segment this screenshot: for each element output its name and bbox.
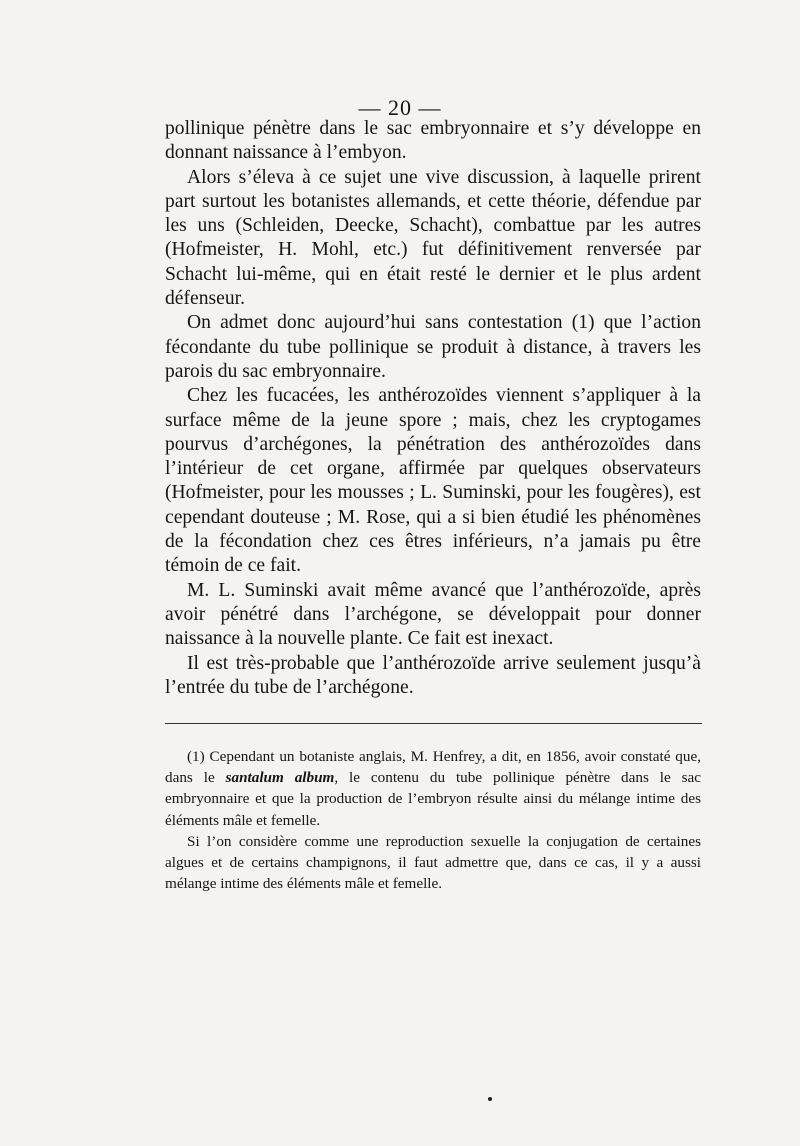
footnote-1-species: santalum album [225, 769, 335, 787]
footnote-1-text-end: , le contenu du tube pollinique pénètre dans le sac embryonnaire et que la production de l’embryon résulte ainsi du mélange intime des éléments mâle et femelle. [165, 769, 701, 829]
page-number: — 20 — [358, 95, 442, 120]
paragraph-continuation: pollinique pénètre dans le sac embryonnaire et s’y développe en donnant naissance à l’embyon. [165, 118, 701, 164]
paragraph-fucacees: Chez les fucacées, les anthérozoïdes viennent s’appliquer à la surface même de la jeune spore ; mais, chez les cryptogames pourvus d’archégones, la pénétration des anthérozoïdes dans l’intérieur de cet organe, affirmée par quelques observateurs (Hofmeister, pour les mousses ; L. Suminski, pour les fougères), est cependant douteuse ; M. Rose, qui a si bien étudié les phénomènes de la fécondation chez ces êtres inférieurs, n’a jamais pu être témoin de ce fait. [165, 385, 701, 577]
paragraph-archegone: Il est très-probable que l’anthérozoïde arrive seulement jusqu’à l’entrée du tube de l’archégone. [165, 652, 701, 698]
paragraph-discussion: Alors s’éleva à ce sujet une vive discussion, à laquelle prirent part surtout les botanistes allemands, et cette théorie, défendue par les uns (Schleiden, Deecke, Schacht), combattue par les autres (Hofmeister, H. Mohl, etc.) fut définitivement renversée par Schacht lui-même, qui en était resté le dernier et le plus ardent défenseur. [165, 166, 701, 310]
footnote-separator [165, 723, 702, 724]
paragraph-fecondation-distance: On admet donc aujourd’hui sans contestation (1) que l’action fécondante du tube pollinique se produit à distance, à travers les parois du sac embryonnaire. [165, 312, 701, 382]
footnote-1 [165, 746, 701, 831]
body-text [165, 117, 701, 700]
footnote-2: Si l’on considère comme une reproduction sexuelle la conjugation de certaines algues et de certains champignons, il faut admettre que, dans ce cas, il y a aussi mélange intime des éléments mâle et femelle. [165, 832, 701, 893]
paragraph-suminski: M. L. Suminski avait même avancé que l’anthérozoïde, après avoir pénétré dans l’archégone, se développait pour donner naissance à la nouvelle plante. Ce fait est inexact. [165, 579, 701, 650]
footnotes [165, 746, 701, 894]
footnote-1-text-start: (1) Cependant un botaniste anglais, M. Henfrey, a dit, en 1856, avoir constaté que, dans le [165, 748, 701, 787]
ink-speck [488, 1097, 492, 1101]
